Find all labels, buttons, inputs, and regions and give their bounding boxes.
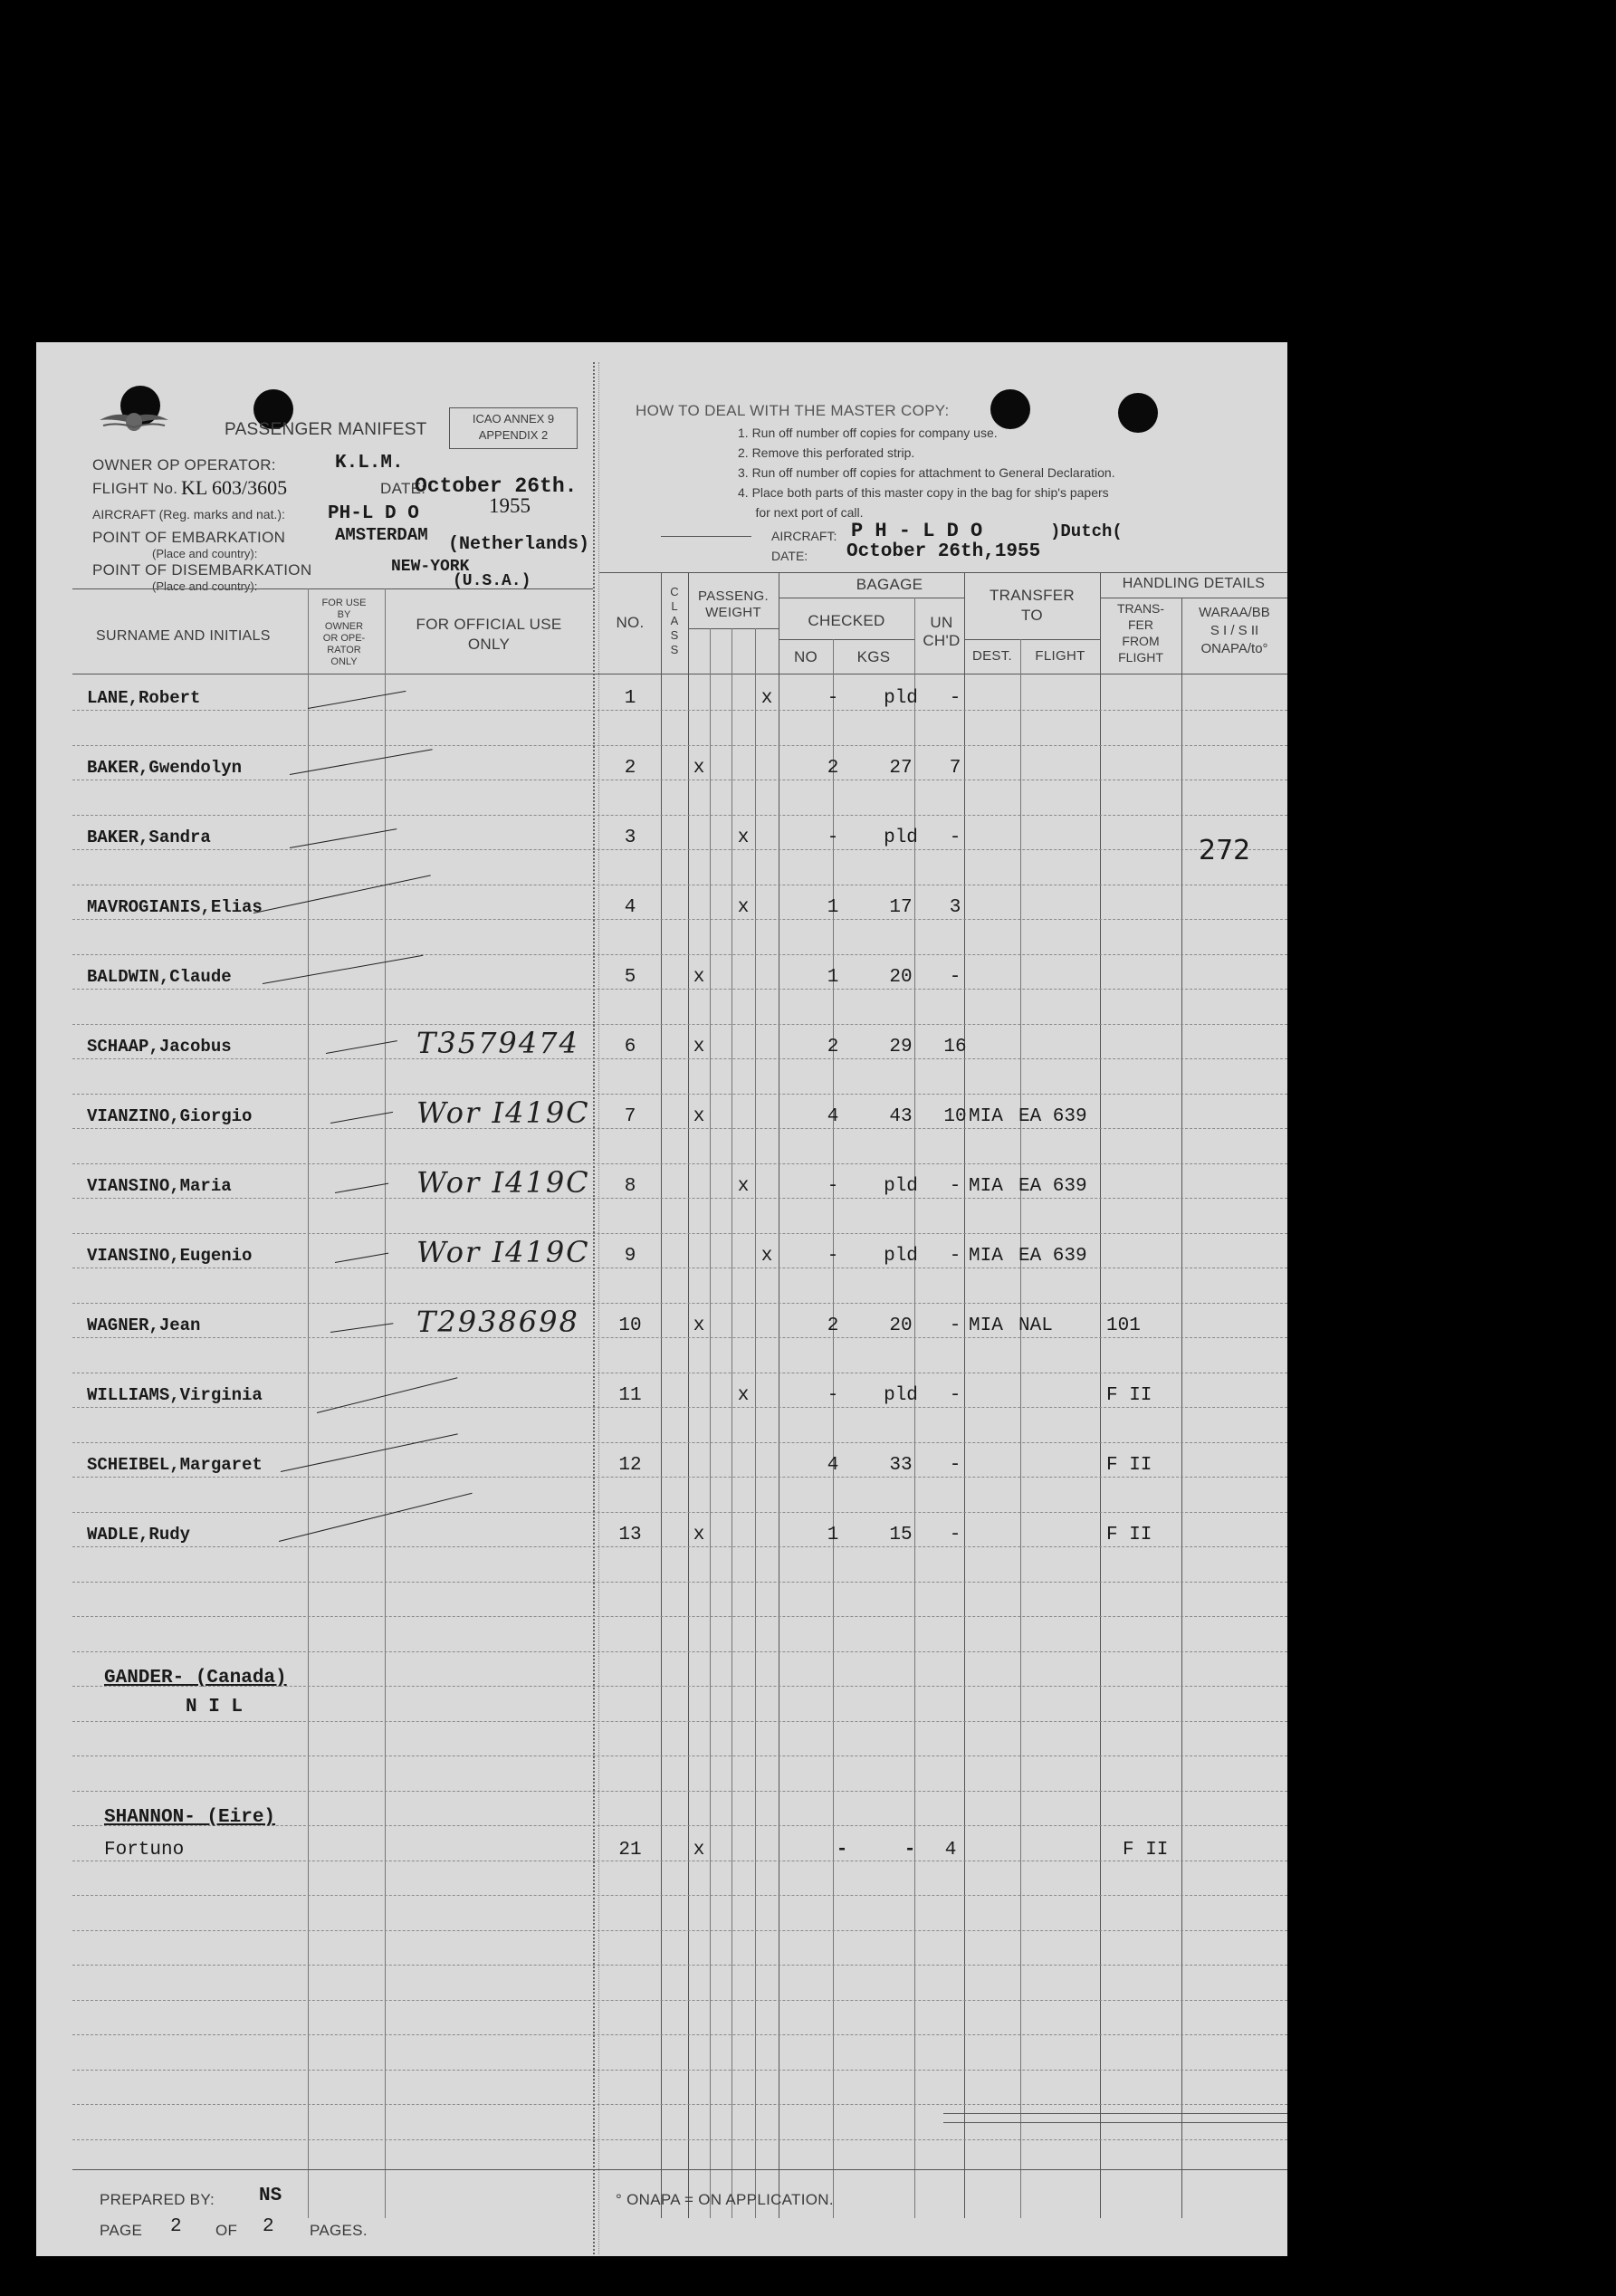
row-rule	[72, 1965, 1287, 1966]
weight-mark: x	[737, 1176, 750, 1197]
transfer-dest: MIA	[969, 1106, 1003, 1127]
check-stroke	[326, 1040, 397, 1054]
instr-date-label: DATE:	[771, 549, 808, 563]
col-waraa-line: WARAA/BB	[1199, 605, 1270, 620]
check-stroke	[317, 1377, 457, 1413]
weight-mark: x	[737, 897, 750, 918]
disembark-value: NEW-YORK	[391, 558, 470, 576]
perforation-line-2	[598, 362, 599, 2254]
bag-unchecked: 7	[949, 758, 961, 779]
shannon-name: Fortuno	[104, 1840, 185, 1861]
place-note: (Place and country):	[152, 547, 258, 560]
row-rule	[72, 1128, 1287, 1129]
annex-line1: ICAO ANNEX 9	[472, 412, 555, 426]
instr-nationality: )Dutch(	[1050, 521, 1123, 541]
check-stroke	[330, 1323, 393, 1333]
passenger-name: BAKER,Gwendolyn	[87, 758, 243, 778]
col-divider	[1020, 639, 1021, 2218]
col-official-2: ONLY	[467, 636, 511, 653]
owner-label: OWNER OP OPERATOR:	[92, 456, 276, 474]
annex-line2: APPENDIX 2	[478, 428, 549, 442]
bag-kgs: pld	[884, 1246, 918, 1267]
row-rule	[72, 1094, 1287, 1095]
row-rule	[72, 1582, 1287, 1583]
weight-mark: x	[693, 1525, 705, 1545]
shannon-bag-no: -	[836, 1840, 848, 1861]
passenger-no: 4	[624, 897, 636, 918]
instructions-title: HOW TO DEAL WITH THE MASTER COPY:	[636, 402, 950, 419]
col-divider	[688, 572, 689, 2218]
bag-kgs: pld	[884, 1385, 918, 1406]
col-flight: FLIGHT	[1035, 648, 1085, 664]
row-rule	[72, 1058, 1287, 1059]
row-rule	[72, 1791, 1287, 1792]
col-for-use-line: OWNER	[324, 621, 364, 632]
date-value: October 26th.	[415, 474, 578, 498]
check-stroke	[290, 749, 433, 775]
passenger-no: 12	[618, 1455, 642, 1476]
row-rule	[72, 1407, 1287, 1408]
bag-count: 2	[827, 1037, 839, 1057]
passenger-name: MAVROGIANIS,Elias	[87, 897, 263, 917]
punch-hole-icon	[1118, 393, 1158, 433]
check-stroke	[308, 691, 406, 709]
shannon-from: F II	[1123, 1840, 1169, 1861]
col-transfer-from-line: TRANS-	[1116, 601, 1165, 616]
transfer-flight: EA 639	[1018, 1106, 1087, 1127]
passenger-no: 10	[618, 1315, 642, 1336]
bag-kgs: pld	[884, 688, 918, 709]
place-note-2: (Place and country):	[152, 579, 258, 593]
check-stroke	[290, 828, 397, 848]
bag-kgs: 43	[889, 1106, 913, 1127]
instruction-item: 3. Run off number off copies for attachment to General Declaration.	[738, 465, 1115, 480]
transfer-from: 101	[1106, 1315, 1141, 1336]
bag-kgs: 15	[889, 1525, 913, 1545]
col-dest: DEST.	[971, 648, 1012, 664]
passenger-no: 7	[624, 1106, 636, 1127]
page-label: PAGE	[100, 2222, 143, 2239]
instruction-item: for next port of call.	[738, 505, 864, 520]
row-rule	[72, 849, 1287, 850]
bag-count: -	[827, 1385, 839, 1406]
col-class-letter: A	[670, 614, 679, 627]
bag-unchecked: -	[949, 1315, 961, 1336]
bag-count: 1	[827, 1525, 839, 1545]
transfer-flight: NAL	[1018, 1315, 1053, 1336]
col-for-use-line: FOR USE	[321, 598, 367, 608]
weight-mark: x	[693, 1106, 705, 1127]
bag-unchecked: -	[949, 1385, 961, 1406]
check-stroke	[253, 875, 431, 914]
col-divider	[1181, 598, 1182, 2218]
row-rule	[72, 1303, 1287, 1304]
official-use-entry: T2938698	[416, 1305, 579, 1339]
row-rule	[72, 2000, 1287, 2001]
passeng-sub-rule	[688, 628, 779, 629]
instruction-item: 4. Place both parts of this master copy in the bag for ship's papers	[738, 485, 1109, 500]
year-value: 1955	[489, 494, 531, 517]
bag-count: 4	[827, 1106, 839, 1127]
transfer-sub-rule	[964, 639, 1100, 640]
row-rule	[72, 710, 1287, 711]
embark-value: AMSTERDAM	[335, 525, 428, 545]
instr-aircraft-value: P H - L D O	[851, 520, 983, 542]
checked-sub-rule	[779, 639, 914, 640]
col-for-use-line: ONLY	[330, 656, 358, 667]
row-rule	[72, 1721, 1287, 1722]
weight-mark: x	[693, 967, 705, 988]
passenger-no: 1	[624, 688, 636, 709]
bag-kgs: 27	[889, 758, 913, 779]
passenger-name: SCHAAP,Jacobus	[87, 1037, 232, 1057]
arrow-line	[661, 536, 751, 537]
onapa-note: ° ONAPA = ON APPLICATION.	[616, 2191, 834, 2208]
col-transfer-from-line: FLIGHT	[1118, 650, 1163, 665]
row-rule	[72, 1163, 1287, 1164]
klm-wings-logo-icon	[98, 404, 170, 435]
date-label: DATE:	[380, 480, 426, 497]
row-rule	[72, 1442, 1287, 1443]
handling-code: 272	[1199, 835, 1251, 866]
transfer-dest: MIA	[969, 1246, 1003, 1267]
row-rule	[72, 1512, 1287, 1513]
row-rule	[72, 1337, 1287, 1338]
row-rule	[72, 2139, 1287, 2140]
shannon-unchd: 4	[944, 1840, 957, 1861]
col-transfer-from-line: FER	[1128, 617, 1153, 632]
row-rule	[72, 1024, 1287, 1025]
col-divider	[385, 588, 386, 2218]
check-stroke	[330, 1112, 393, 1124]
check-stroke	[263, 955, 423, 984]
passenger-name: BALDWIN,Claude	[87, 967, 232, 987]
row-rule	[72, 1651, 1287, 1652]
page-value: 2	[170, 2216, 182, 2237]
row-rule	[72, 1198, 1287, 1199]
row-rule	[72, 1895, 1287, 1896]
col-unchd-2: CH'D	[923, 632, 961, 649]
punch-hole-icon	[990, 389, 1030, 429]
col-weight: WEIGHT	[705, 605, 761, 620]
col-for-use-line: OR OPE-	[322, 633, 366, 644]
bag-unchecked: -	[949, 1455, 961, 1476]
bag-count: 4	[827, 1455, 839, 1476]
aircraft-label: AIRCRAFT (Reg. marks and nat.):	[92, 507, 285, 521]
passenger-no: 13	[618, 1525, 642, 1545]
col-kgs: KGS	[856, 648, 891, 665]
row-rule	[72, 1233, 1287, 1234]
col-for-use-line: BY	[337, 609, 351, 620]
bag-kgs: 17	[889, 897, 913, 918]
shannon-weight: x	[693, 1840, 705, 1861]
weight-mark: x	[693, 758, 705, 779]
official-use-entry: Wor I419C	[416, 1165, 590, 1200]
manifest-sheet	[36, 342, 1287, 2256]
shannon-no: 21	[618, 1840, 642, 1861]
col-class-letter: S	[670, 628, 679, 642]
weight-mark: x	[693, 1037, 705, 1057]
signature-rule	[943, 2113, 1287, 2114]
col-for-use-line: RATOR	[327, 645, 361, 655]
col-bag-no: NO	[793, 648, 818, 665]
official-use-entry: Wor I419C	[416, 1235, 590, 1269]
bag-count: 2	[827, 1315, 839, 1336]
bag-count: -	[827, 828, 839, 848]
passenger-name: WADLE,Rudy	[87, 1525, 191, 1545]
weight-mark: x	[737, 1385, 750, 1406]
bag-unchecked: -	[949, 688, 961, 709]
row-rule	[72, 815, 1287, 816]
row-rule	[72, 989, 1287, 990]
bag-kgs: 20	[889, 967, 913, 988]
official-use-entry: T3579474	[416, 1026, 579, 1060]
col-waraa-line: S I / S II	[1210, 623, 1259, 638]
col-transfer-to: TO	[1021, 607, 1043, 624]
prepared-label: PREPARED BY:	[100, 2191, 215, 2208]
bag-unchecked: -	[949, 1525, 961, 1545]
col-unchd-1: UN	[930, 614, 953, 631]
bag-unchecked: -	[949, 1246, 961, 1267]
passenger-no: 5	[624, 967, 636, 988]
instruction-item: 1. Run off number off copies for company use.	[738, 426, 998, 440]
disembark-label: POINT OF DISEMBARKATION	[92, 561, 312, 579]
bag-kgs: 20	[889, 1315, 913, 1336]
col-waraa-line: ONAPA/to°	[1200, 641, 1268, 656]
col-no: NO.	[616, 614, 645, 631]
aircraft-value: PH-L D O	[328, 503, 419, 524]
bag-unchecked: 16	[943, 1037, 967, 1057]
col-divider	[661, 572, 662, 2218]
passenger-no: 9	[624, 1246, 636, 1267]
shannon-kgs: -	[904, 1840, 916, 1861]
bag-count: 1	[827, 967, 839, 988]
row-rule	[72, 1930, 1287, 1931]
header-top-rule	[599, 572, 1287, 573]
bag-count: -	[827, 1246, 839, 1267]
bag-unchecked: -	[949, 967, 961, 988]
transfer-dest: MIA	[969, 1315, 1003, 1336]
footer-rule	[72, 2169, 1287, 2170]
col-transfer-from-line: FROM	[1122, 634, 1160, 648]
instr-aircraft-label: AIRCRAFT:	[771, 529, 837, 543]
flight-label: FLIGHT No.	[92, 480, 178, 497]
row-rule	[72, 2034, 1287, 2035]
bag-kgs: 33	[889, 1455, 913, 1476]
col-handling: HANDLING DETAILS	[1122, 576, 1266, 591]
passenger-name: WAGNER,Jean	[87, 1315, 201, 1335]
embark-country: (Netherlands)	[448, 534, 590, 555]
pages-label: PAGES.	[310, 2222, 368, 2239]
col-official-1: FOR OFFICIAL USE	[416, 616, 562, 633]
row-rule	[72, 919, 1287, 920]
weight-mark: x	[760, 688, 773, 709]
owner-value: K.L.M.	[335, 453, 404, 474]
gander-heading: GANDER- (Canada)	[104, 1668, 287, 1689]
weight-mark: x	[693, 1315, 705, 1336]
row-rule	[72, 954, 1287, 955]
col-divider	[710, 628, 711, 2218]
col-divider	[755, 628, 756, 2218]
transfer-from: F II	[1106, 1525, 1152, 1545]
col-divider	[308, 588, 309, 2218]
passenger-no: 8	[624, 1176, 636, 1197]
transfer-dest: MIA	[969, 1176, 1003, 1197]
transfer-from: F II	[1106, 1455, 1152, 1476]
row-rule	[72, 2104, 1287, 2105]
row-rule	[72, 745, 1287, 746]
bag-count: -	[827, 1176, 839, 1197]
manifest-title: PASSENGER MANIFEST	[225, 420, 427, 439]
instruction-item: 2. Remove this perforated strip.	[738, 445, 915, 460]
col-surname: SURNAME AND INITIALS	[96, 628, 271, 644]
check-stroke	[335, 1253, 388, 1263]
col-class-letter: C	[670, 585, 679, 598]
disembark-country: (U.S.A.)	[453, 572, 531, 590]
weight-mark: x	[760, 1246, 773, 1267]
bag-count: 2	[827, 758, 839, 779]
official-use-entry: Wor I419C	[416, 1095, 590, 1130]
row-rule	[72, 1477, 1287, 1478]
passenger-name: LANE,Robert	[87, 688, 201, 708]
passenger-name: SCHEIBEL,Margaret	[87, 1455, 263, 1475]
col-class-letter: S	[670, 643, 679, 656]
col-passeng: PASSENG.	[698, 588, 769, 604]
embark-label: POINT OF EMBARKATION	[92, 529, 286, 546]
bag-unchecked: 10	[943, 1106, 967, 1127]
shannon-heading: SHANNON- (Eire)	[104, 1807, 276, 1828]
col-divider	[1100, 572, 1101, 2218]
bag-kgs: pld	[884, 1176, 918, 1197]
col-checked: CHECKED	[808, 612, 885, 629]
passenger-no: 6	[624, 1037, 636, 1057]
row-rule	[72, 2070, 1287, 2071]
passenger-name: VIANSINO,Maria	[87, 1176, 232, 1196]
of-value: 2	[263, 2216, 274, 2237]
passenger-name: WILLIAMS,Virginia	[87, 1385, 263, 1405]
bag-unchecked: -	[949, 828, 961, 848]
row-rule	[72, 1755, 1287, 1756]
transfer-from: F II	[1106, 1385, 1152, 1406]
passenger-no: 2	[624, 758, 636, 779]
check-stroke	[335, 1183, 388, 1193]
passenger-no: 11	[618, 1385, 642, 1406]
bag-unchecked: -	[949, 1176, 961, 1197]
col-class-letter: L	[671, 599, 678, 613]
signature-rule-2	[943, 2122, 1287, 2123]
perforation-line	[593, 362, 595, 2254]
passenger-no: 3	[624, 828, 636, 848]
passenger-name: BAKER,Sandra	[87, 828, 211, 847]
transfer-flight: EA 639	[1018, 1246, 1087, 1267]
col-bagage: BAGAGE	[856, 576, 923, 593]
bag-count: 1	[827, 897, 839, 918]
weight-mark: x	[737, 828, 750, 848]
row-rule	[72, 1616, 1287, 1617]
bag-unchecked: 3	[949, 897, 961, 918]
passenger-name: VIANSINO,Eugenio	[87, 1246, 253, 1266]
row-rule	[72, 1546, 1287, 1547]
annex-box	[449, 407, 578, 449]
table-header-top	[72, 588, 593, 589]
bag-kgs: pld	[884, 828, 918, 848]
transfer-flight: EA 639	[1018, 1176, 1087, 1197]
flight-value: KL 603/3605	[181, 476, 288, 499]
bag-kgs: 29	[889, 1037, 913, 1057]
bag-count: -	[827, 688, 839, 709]
gander-nil: N I L	[186, 1697, 244, 1717]
of-label: OF	[215, 2222, 238, 2239]
passenger-name: VIANZINO,Giorgio	[87, 1106, 253, 1126]
col-transfer: TRANSFER	[989, 587, 1075, 604]
instr-date-value: October 26th,1955	[846, 541, 1041, 562]
col-divider	[833, 639, 834, 2218]
prepared-value: NS	[259, 2186, 282, 2206]
